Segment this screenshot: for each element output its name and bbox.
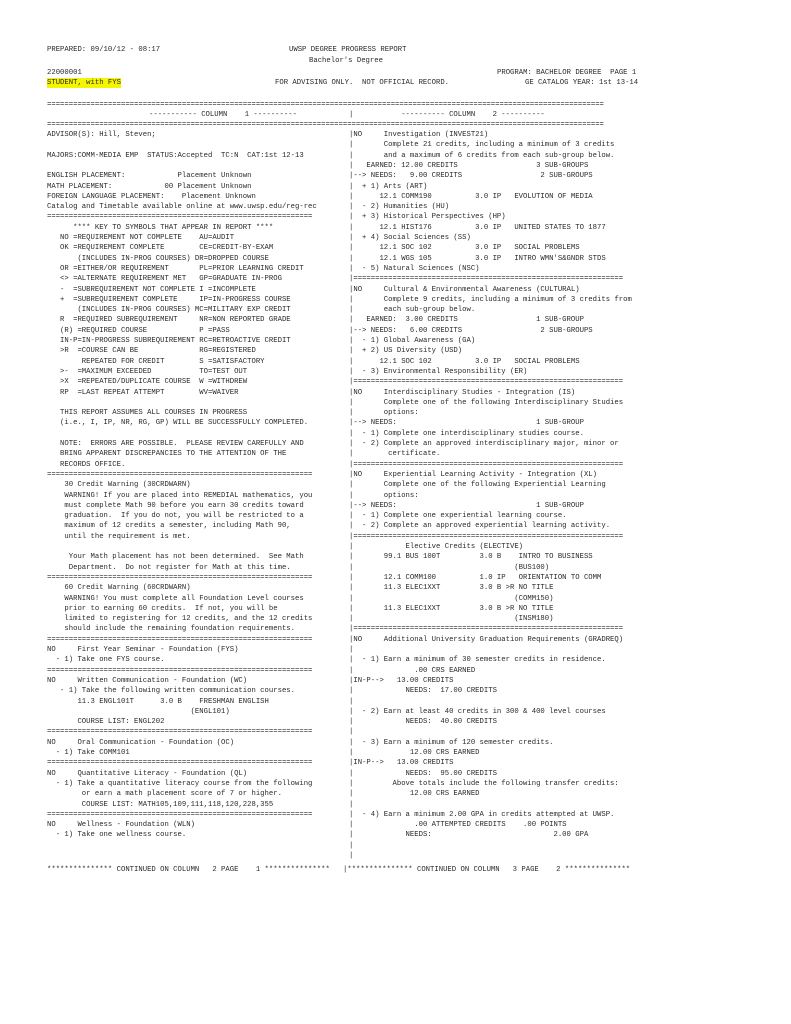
report-line: NO Quantitative Literacy - Foundation (QL): [47, 769, 248, 778]
report-line: - 1) Take the following written communication courses.: [47, 687, 295, 696]
report-line: =============================================================: [47, 810, 313, 819]
report-line: | 11.3 ELEC1XXT 3.0 B >R NO TITLE: [349, 604, 554, 613]
report-line: | 12.1 HIST176 3.0 IP UNITED STATES TO 1877: [349, 223, 606, 232]
header-rule: ================================================================================================================================: [47, 121, 604, 129]
report-line: IN-P=IN-PROGRESS SUBREQUIREMENT RC=RETROACTIVE CREDIT: [47, 337, 291, 345]
report-line: | - 4) Earn a minimum 2.00 GPA in credits attempted at UWSP.: [349, 810, 615, 819]
report-line: =============================================================: [47, 573, 313, 582]
report-line: NO Wellness - Foundation (WLN): [47, 821, 195, 830]
report-line: NO First Year Seminar - Foundation (FYS): [47, 646, 239, 654]
student-id: 22000001: [47, 69, 82, 77]
report-line: | - 1) Global Awareness (GA): [349, 337, 476, 345]
report-line: >R =COURSE CAN BE RG=REGISTERED: [47, 347, 256, 356]
report-line: |IN-P--> 13.00 CREDITS: [349, 676, 454, 685]
report-line: | certificate.: [349, 450, 441, 459]
report-line: | .00 CRS EARNED: [349, 666, 476, 675]
report-line: =============================================================: [47, 635, 313, 644]
report-line: | - 2) Earn at least 40 credits in 300 & 400 level courses: [349, 707, 606, 716]
report-line: WARNING! You must complete all Foundation Level courses: [47, 594, 304, 603]
report-line: OK =REQUIREMENT COMPLETE CE=CREDIT-BY-EXAM: [47, 244, 274, 253]
report-line: |: [349, 852, 354, 860]
report-line: | Above totals include the following transfer credits:: [349, 779, 619, 788]
report-line: | + 3) Historical Perspectives (HP): [349, 213, 506, 222]
report-line: |--> NEEDS: 1 SUB-GROUP: [349, 501, 584, 510]
report-line: |==============================================================: [349, 532, 624, 541]
report-line: | NEEDS: 95.00 CREDITS: [349, 769, 497, 778]
report-line: |NO Cultural & Environmental Awareness (CULTURAL): [349, 285, 580, 294]
report-line: R =REQUIRED SUBREQUIREMENT NR=NON REPORTED GRADE: [47, 316, 291, 325]
report-line: |==============================================================: [349, 378, 624, 387]
report-line: maximum of 12 credits a semester, including Math 90,: [47, 522, 291, 531]
report-line: THIS REPORT ASSUMES ALL COURSES IN PROGRESS: [47, 409, 248, 418]
report-line: | + 1) Arts (ART): [349, 182, 428, 191]
report-line: 11.3 ENGL101T 3.0 B FRESHMAN ENGLISH: [47, 697, 269, 706]
report-line: =============================================================: [47, 666, 313, 675]
report-line: | options:: [349, 409, 419, 418]
report-line: WARNING! If you are placed into REMEDIAL mathematics, you: [47, 491, 313, 500]
program-info: PROGRAM: BACHELOR DEGREE PAGE 1: [497, 69, 637, 77]
footer-continued-col3: |*************** CONTINUED ON COLUMN 3 PAGE 2 ***************: [343, 866, 631, 874]
report-line: | + 2) US Diversity (USD): [349, 347, 463, 356]
report-line: | NEEDS: 2.00 GPA: [349, 831, 589, 840]
report-line: | 12.1 SOC 102 3.0 IP SOCIAL PROBLEMS: [349, 357, 580, 366]
report-line: | (COMM150): [349, 594, 554, 603]
report-line: | + 4) Social Sciences (SS): [349, 234, 471, 242]
report-line: | - 1) Complete one interdisciplinary studies course.: [349, 429, 584, 438]
report-line: =============================================================: [47, 470, 313, 479]
report-line: | - 1) Complete one experiential learning course.: [349, 512, 567, 521]
report-line: COURSE LIST: MATH105,109,111,118,120,228,355: [47, 800, 274, 809]
report-line: | 12.1 COMM100 1.0 IP ORIENTATION TO COMM: [349, 573, 602, 582]
report-line: | - 1) Earn a minimum of 30 semester credits in residence.: [349, 656, 606, 665]
report-line: | 12.1 COMM190 3.0 IP EVOLUTION OF MEDIA: [349, 192, 593, 201]
report-line: |: [349, 728, 354, 737]
advising-note: FOR ADVISING ONLY. NOT OFFICIAL RECORD.: [275, 79, 450, 87]
report-line: (INCLUDES IN-PROG COURSES) MC=MILITARY EXP CREDIT: [47, 306, 291, 315]
report-line: 30 Credit Warning (30CRDWARN): [47, 481, 191, 490]
report-line: MAJORS:COMM-MEDIA EMP STATUS:Accepted TC:N CAT:1st 12-13: [47, 151, 304, 160]
report-line: |NO Interdisciplinary Studies - Integration (IS): [349, 388, 576, 397]
report-line: RECORDS OFFICE.: [47, 460, 126, 469]
report-line: (ENGL101): [47, 707, 230, 716]
report-line: =============================================================: [47, 759, 313, 768]
report-line: should include the remaining foundation requirements.: [47, 625, 295, 634]
report-line: | 12.1 WGS 105 3.0 IP INTRO WMN'S&GNDR STDS: [349, 254, 606, 263]
report-line: =============================================================: [47, 728, 313, 737]
report-line: |==============================================================: [349, 275, 624, 284]
report-line: - 1) Take COMM101: [47, 749, 130, 757]
report-line: (R) =REQUIRED COURSE P =PASS: [47, 326, 230, 335]
report-line: | Complete 9 credits, including a minimum of 3 credits from: [349, 295, 632, 304]
report-line: prior to earning 60 credits. If not, you will be: [47, 604, 278, 613]
report-line: | Complete 21 credits, including a minimum of 3 credits: [349, 141, 615, 150]
report-line: | and a maximum of 6 credits from each sub-group below.: [349, 151, 615, 160]
report-line: | EARNED: 12.00 CREDITS 3 SUB-GROUPS: [349, 161, 589, 170]
report-line: BRING APPARENT DISCREPANCIES TO THE ATTENTION OF THE: [47, 450, 287, 459]
report-line: NOTE: ERRORS ARE POSSIBLE. PLEASE REVIEW CAREFULLY AND: [47, 440, 304, 448]
report-line: (i.e., I, IP, NR, RG, GP) WILL BE SUCCESSFULLY COMPLETED.: [47, 419, 309, 428]
student-name: STUDENT, with FYS: [47, 79, 121, 87]
report-line: RP =LAST REPEAT ATTEMPT WV=WAIVER: [47, 388, 239, 397]
report-line: |--> NEEDS: 9.00 CREDITS 2 SUB-GROUPS: [349, 172, 593, 181]
report-line: | 11.3 ELEC1XXT 3.0 B >R NO TITLE: [349, 584, 554, 593]
report-line: | Complete one of the following Experiential Learning: [349, 481, 606, 490]
report-line: |: [349, 646, 354, 654]
report-line: must complete Math 90 before you earn 30 credits toward: [47, 501, 304, 510]
report-line: **** KEY TO SYMBOLS THAT APPEAR IN REPORT ****: [47, 223, 274, 232]
report-line: - 1) Take one wellness course.: [47, 831, 187, 840]
column-1-header: ----------- COLUMN 1 ----------: [149, 111, 297, 119]
report-line: - =SUBREQUIREMENT NOT COMPLETE I =INCOMPLETE: [47, 285, 256, 294]
report-line: | - 2) Complete an approved interdisciplinary major, minor or: [349, 440, 619, 448]
report-line: |--> NEEDS: 1 SUB-GROUP: [349, 419, 584, 428]
report-line: |NO Investigation (INVEST21): [349, 131, 489, 139]
report-line: NO Oral Communication - Foundation (OC): [47, 738, 235, 747]
report-line: COURSE LIST: ENGL202: [47, 718, 165, 727]
report-line: |NO Additional University Graduation Requirements (GRADREQ): [349, 635, 624, 644]
report-line: FOREIGN LANGUAGE PLACEMENT: Placement Unknown: [47, 192, 256, 201]
report-line: |: [349, 841, 354, 850]
report-line: OR =EITHER/OR REQUIREMENT PL=PRIOR LEARNING CREDIT: [47, 264, 304, 273]
report-line: | EARNED: 3.00 CREDITS 1 SUB-GROUP: [349, 316, 584, 325]
report-line: + =SUBREQUIREMENT COMPLETE IP=IN-PROGRESS COURSE: [47, 295, 291, 304]
report-line: | (INSM180): [349, 615, 554, 624]
report-line: Your Math placement has not been determined. See Math: [47, 553, 304, 562]
report-line: | NEEDS: 17.00 CREDITS: [349, 687, 497, 696]
prepared-date: PREPARED: 09/10/12 - 08:17: [47, 46, 161, 54]
report-line: or earn a math placement score of 7 or higher.: [47, 790, 282, 799]
report-line: NO Written Communication - Foundation (WC): [47, 676, 248, 685]
degree-type: Bachelor's Degree: [309, 57, 383, 65]
report-line: | Elective Credits (ELECTIVE): [349, 543, 524, 551]
report-line: |NO Experiential Learning Activity - Integration (XL): [349, 470, 597, 479]
report-title: UWSP DEGREE PROGRESS REPORT: [289, 46, 407, 54]
report-line: =============================================================: [47, 213, 313, 222]
report-line: | - 3) Earn a minimum of 120 semester credits.: [349, 738, 554, 747]
report-line: >X =REPEATED/DUPLICATE COURSE W =WITHDREW: [47, 378, 248, 387]
report-line: | NEEDS: 40.00 CREDITS: [349, 718, 497, 727]
footer-continued-col2: *************** CONTINUED ON COLUMN 2 PAGE 1 ***************: [47, 866, 330, 874]
report-line: graduation. If you do not, you will be restricted to a: [47, 512, 304, 521]
report-line: ADVISOR(S): Hill, Steven;: [47, 131, 156, 139]
report-line: |==============================================================: [349, 460, 624, 469]
report-line: | - 3) Environmental Responsibility (ER): [349, 367, 528, 376]
report-line: Catalog and Timetable available online at www.uwsp.edu/reg-rec: [47, 203, 317, 212]
report-line: | 12.00 CRS EARNED: [349, 749, 480, 757]
report-line: Department. Do not register for Math at this time.: [47, 563, 291, 572]
report-line: REPEATED FOR CREDIT S =SATISFACTORY: [47, 357, 265, 366]
report-line: | .00 ATTEMPTED CREDITS .00 POINTS: [349, 821, 567, 830]
report-line: |: [349, 800, 354, 809]
report-line: |IN-P--> 13.00 CREDITS: [349, 759, 454, 768]
report-line: 60 Credit Warning (60CRDWARN): [47, 584, 191, 593]
report-line: |==============================================================: [349, 625, 624, 634]
report-line: limited to registering for 12 credits, and the 12 credits: [47, 615, 313, 624]
report-line: until the requirement is met.: [47, 532, 191, 541]
report-line: | 12.1 SOC 102 3.0 IP SOCIAL PROBLEMS: [349, 244, 580, 253]
report-line: |: [349, 697, 354, 706]
column-2-header: | ---------- COLUMN 2 ----------: [349, 111, 545, 119]
report-line: <> =ALTERNATE REQUIREMENT MET GP=GRADUATE IN-PROG: [47, 275, 282, 284]
report-line: | options:: [349, 491, 419, 500]
top-rule: ================================================================================================================================: [47, 101, 604, 109]
report-line: (INCLUDES IN-PROG COURSES) DR=DROPPED COURSE: [47, 254, 269, 263]
report-line: |--> NEEDS: 6.00 CREDITS 2 SUB-GROUPS: [349, 326, 593, 335]
report-line: MATH PLACEMENT: 00 Placement Unknown: [47, 182, 252, 191]
report-line: ENGLISH PLACEMENT: Placement Unknown: [47, 172, 252, 181]
report-line: | - 2) Humanities (HU): [349, 203, 450, 212]
report-line: | 12.00 CRS EARNED: [349, 790, 480, 799]
report-line: | - 5) Natural Sciences (NSC): [349, 264, 480, 273]
report-line: - 1) Take a quantitative literacy course from the following: [47, 779, 313, 788]
report-line: | 99.1 BUS 100T 3.0 B INTRO TO BUSINESS: [349, 553, 593, 562]
report-line: | Complete one of the following Interdisciplinary Studies: [349, 398, 624, 407]
catalog-year: GE CATALOG YEAR: 1st 13-14: [525, 79, 639, 87]
report-line: | each sub-group below.: [349, 306, 476, 315]
report-line: NO =REQUIREMENT NOT COMPLETE AU=AUDIT: [47, 234, 235, 242]
report-line: - 1) Take one FYS course.: [47, 656, 165, 665]
report-line: >- =MAXIMUM EXCEEDED TO=TEST OUT: [47, 367, 248, 376]
report-line: | - 2) Complete an approved experiential learning activity.: [349, 522, 611, 531]
report-line: | (BUS100): [349, 563, 550, 572]
